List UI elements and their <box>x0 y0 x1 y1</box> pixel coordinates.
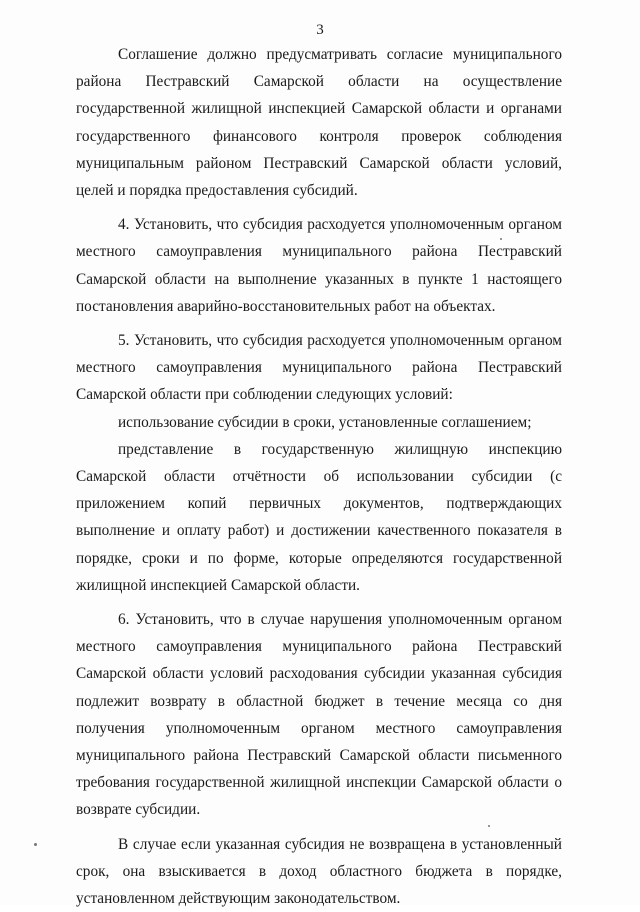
paragraph-item-4: 4. Установить, что субсидия расходуется уполномоченным органом местного самоуправления муниципального района Пестравский Самарской области на выполнение указанных в пункте 1 настоящего постановления аварийно-восстановительных работ на объектах. <box>76 216 562 315</box>
scan-speck <box>34 843 37 846</box>
paragraph-recovery: В случае если указанная субсидия не возвращена в установленный срок, она взыскивается в доход областного бюджета в порядке, установленном действующим законодательством. <box>76 835 562 908</box>
document-body <box>76 41 562 912</box>
paragraph-condition-reporting: представление в государственную жилищную инспекцию Самарской области отчётности об использовании субсидии (с приложением копий первичных документов, подтверждающих выполнение и оплату работ) и достижении качественного показателя в порядке, сроки и по форме, которые определяются государственной жилищной инспекцией Самарской области. <box>76 440 562 594</box>
paragraph-item-6: 6. Установить, что в случае нарушения уполномоченным органом местного самоуправления муниципального района Пестравский Самарской области условий расходования субсидии указанная субсидия подлежит возврату в областной бюджет в течение месяца со дня получения уполномоченным органом местного самоуправления муниципального района Пестравский Самарской области письменного требования государственной жилищной инспекции Самарской области о возврате субсидии. <box>76 611 562 819</box>
scan-speck <box>500 238 502 240</box>
page-number: 3 <box>316 22 324 38</box>
scan-speck <box>488 825 490 827</box>
paragraph-agreement-consent: Соглашение должно предусматривать согласие муниципального района Пестравский Самарской области на осуществление государственной жилищной инспекцией Самарской области и органами государственного финансового контроля проверок соблюдения муниципальным районом Пестравский Самарской области условий, целей и порядка предоставления субсидий. <box>76 46 562 200</box>
paragraph-condition-deadline: использование субсидии в сроки, установленные соглашением; <box>118 413 532 431</box>
paragraph-item-5: 5. Установить, что субсидия расходуется уполномоченным органом местного самоуправления муниципального района Пестравский Самарской области при соблюдении следующих условий: <box>76 332 562 404</box>
